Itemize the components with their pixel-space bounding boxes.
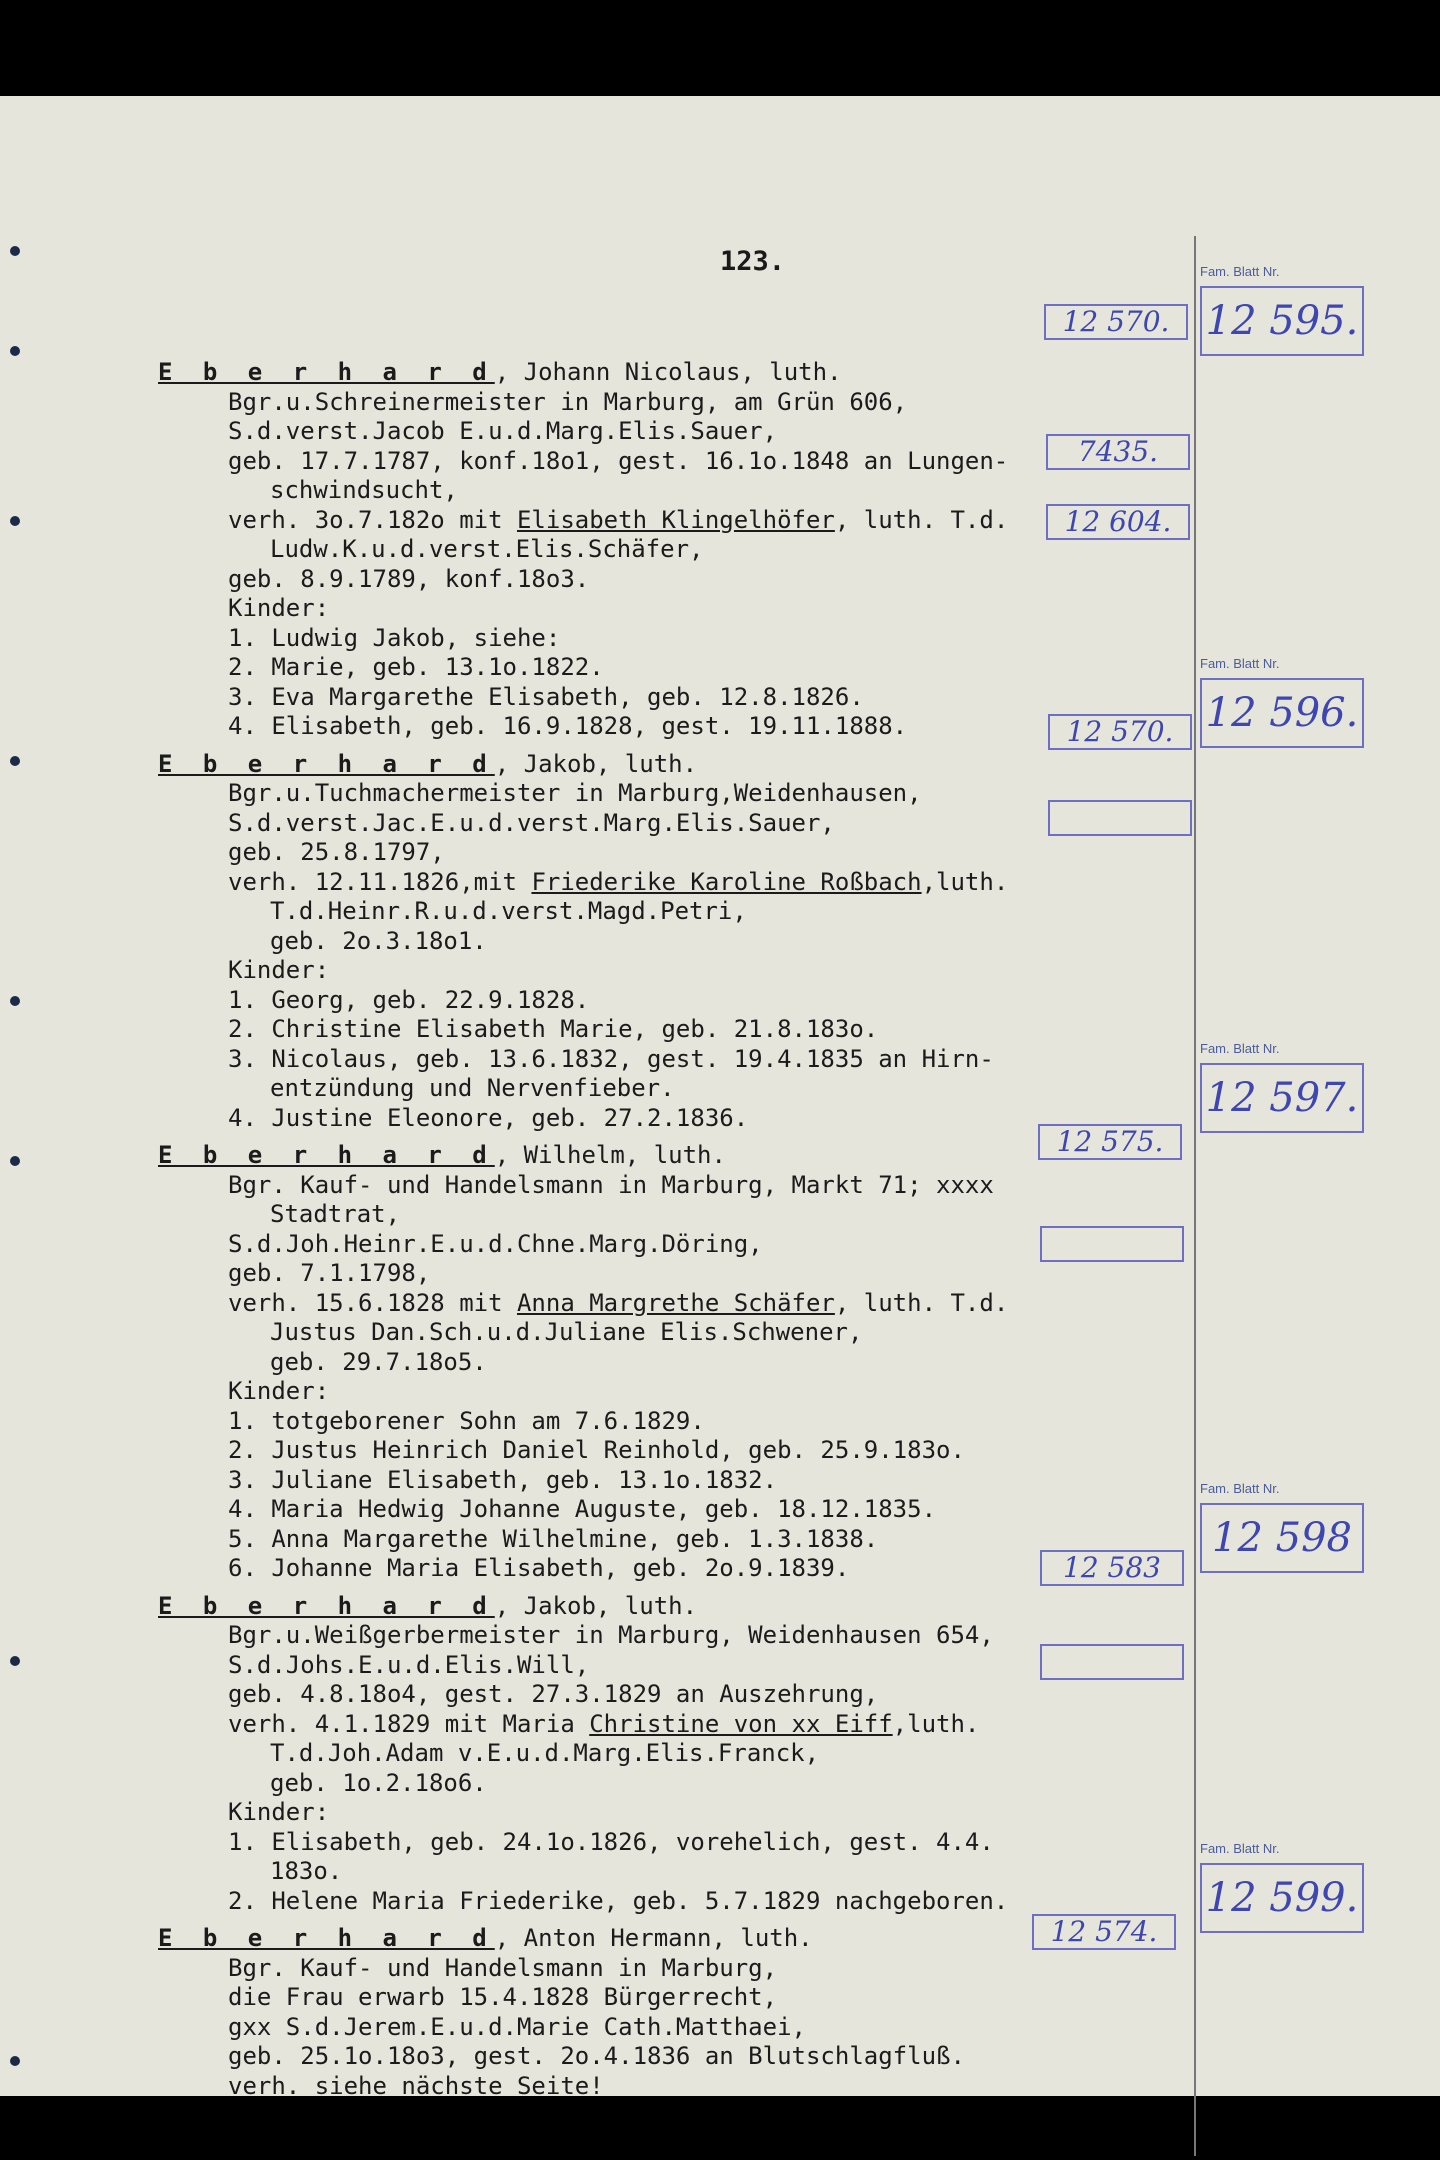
child-line: 2. Justus Heinrich Daniel Reinhold, geb. 25.9.183o. <box>228 1436 965 1464</box>
reference-number: 12 574. <box>1032 1914 1176 1950</box>
surname: E b e r h a r d <box>158 1591 495 1620</box>
binder-hole-icon <box>10 1656 20 1666</box>
register-entry <box>158 1924 1198 2101</box>
entry-line: verh. 12.11.1826,mit <box>228 867 532 896</box>
spouse-name: Anna Margrethe Schäfer <box>516 1288 835 1317</box>
binder-hole-icon <box>10 996 20 1006</box>
child-line: 1. Ludwig Jakob, siehe: <box>228 623 561 652</box>
child-line: 1. Georg, geb. 22.9.1828. <box>228 985 590 1014</box>
entry-line: geb. 25.8.1797, <box>228 838 445 866</box>
reference-number: 12 575. <box>1038 1124 1182 1160</box>
surname: E b e r h a r d <box>158 1924 495 1952</box>
child-line: 1. Elisabeth, geb. 24.1o.1826, vorehelich, gest. 4.4. <box>228 1827 994 1856</box>
entry-line: Kinder: <box>228 594 330 622</box>
register-entry <box>158 750 1198 1134</box>
given-name: , Wilhelm, luth. <box>494 1141 726 1169</box>
entry-line: S.d.Johs.E.u.d.Elis.Will, <box>228 1650 590 1679</box>
binder-hole-icon <box>10 2056 20 2066</box>
child-line: 4. Justine Eleonore, geb. 27.2.1836. <box>228 1103 749 1132</box>
entry-line: geb. 17.7.1787, konf.18o1, gest. 16.1o.1848 an Lungen- <box>228 446 1009 475</box>
child-line: 183o. <box>270 1857 343 1885</box>
fam-number: 12 598 <box>1200 1503 1364 1573</box>
spouse-name: Elisabeth Klingelhöfer <box>516 505 835 534</box>
entry-line: Bgr.u.Tuchmachermeister in Marburg,Weidenhausen, <box>228 779 922 807</box>
entry-line: Kinder: <box>228 1377 330 1405</box>
reference-number: 12 604. <box>1046 504 1190 540</box>
child-line: 3. Juliane Elisabeth, geb. 13.1o.1832. <box>228 1465 778 1494</box>
binder-hole-icon <box>10 346 20 356</box>
fam-label: Fam. Blatt Nr. <box>1200 1481 1280 1496</box>
child-line: 2. Marie, geb. 13.1o.1822. <box>228 653 604 681</box>
child-line: 5. Anna Margarethe Wilhelmine, geb. 1.3.1838. <box>228 1524 879 1553</box>
entry-line: Bgr. Kauf- und Handelsmann in Marburg, <box>228 1953 778 1982</box>
child-line: 3. Eva Margarethe Elisabeth, geb. 12.8.1826. <box>228 682 864 711</box>
fam-blatt-tag <box>1200 264 1370 374</box>
reference-number: 7435. <box>1046 434 1190 470</box>
entry-line: Bgr.u.Weißgerbermeister in Marburg, Weidenhausen 654, <box>228 1621 994 1649</box>
spouse-name: Friederike Karoline Roßbach <box>531 867 922 896</box>
fam-label: Fam. Blatt Nr. <box>1200 656 1280 671</box>
register-entry <box>158 1141 1198 1584</box>
fam-label: Fam. Blatt Nr. <box>1200 1041 1280 1056</box>
child-line: 3. Nicolaus, geb. 13.6.1832, gest. 19.4.1835 an Hirn- <box>228 1044 994 1073</box>
surname: E b e r h a r d <box>158 1141 495 1169</box>
fam-number: 12 599. <box>1200 1863 1364 1933</box>
binder-hole-icon <box>10 756 20 766</box>
entry-line: S.d.verst.Jacob E.u.d.Marg.Elis.Sauer, <box>228 417 778 445</box>
child-line: 1. totgeborener Sohn am 7.6.1829. <box>228 1406 705 1435</box>
entry-line: Bgr. Kauf- und Handelsmann in Marburg, Markt 71; xxxx <box>228 1170 994 1199</box>
child-line: 2. Helene Maria Friederike, geb. 5.7.1829 nachgeboren. <box>228 1886 1009 1915</box>
spouse-name: Christine von xx Eiff <box>589 1709 893 1738</box>
entry-line: Stadtrat, <box>270 1200 401 1228</box>
entry-line: geb. 7.1.1798, <box>228 1259 431 1287</box>
entry-line: geb. 2o.3.18o1. <box>270 926 487 955</box>
document-page <box>0 96 1440 2100</box>
entry-line: geb. 1o.2.18o6. <box>270 1768 487 1797</box>
given-name: , Jakob, luth. <box>494 749 698 778</box>
binder-hole-icon <box>10 1156 20 1166</box>
spouse-suffix: ,luth. <box>892 1709 980 1738</box>
child-line: 2. Christine Elisabeth Marie, geb. 21.8.183o. <box>228 1015 879 1043</box>
entry-line: Ludw.K.u.d.verst.Elis.Schäfer, <box>270 535 704 563</box>
entry-line: T.d.Heinr.R.u.d.verst.Magd.Petri, <box>270 897 747 925</box>
entry-line: verh. 3o.7.182o mit <box>228 505 517 534</box>
fam-label: Fam. Blatt Nr. <box>1200 264 1280 279</box>
given-name: , Jakob, luth. <box>494 1591 698 1620</box>
surname: E b e r h a r d <box>158 749 495 778</box>
entry-line: verh. 4.1.1829 mit Maria <box>228 1709 590 1738</box>
fam-label: Fam. Blatt Nr. <box>1200 1841 1280 1856</box>
fam-blatt-tag <box>1200 1041 1370 1151</box>
fam-blatt-tag <box>1200 1481 1370 1591</box>
page-number: 123. <box>720 246 786 277</box>
child-line: 4. Maria Hedwig Johanne Auguste, geb. 18.12.1835. <box>228 1495 937 1523</box>
reference-number: 12 583 <box>1040 1550 1184 1586</box>
entry-line: geb. 29.7.18o5. <box>270 1347 487 1376</box>
child-line: 4. Elisabeth, geb. 16.9.1828, gest. 19.11.1888. <box>228 712 908 740</box>
register-entry <box>158 358 1198 742</box>
fam-number: 12 596. <box>1200 678 1364 748</box>
entry-line: geb. 25.1o.18o3, gest. 2o.4.1836 an Blutschlagfluß. <box>228 2042 965 2070</box>
fam-blatt-tag <box>1200 1841 1370 1951</box>
fam-blatt-tag <box>1200 656 1370 766</box>
reference-number: 12 570. <box>1044 304 1188 340</box>
child-line: 6. Johanne Maria Elisabeth, geb. 2o.9.1839. <box>228 1554 850 1582</box>
entry-line: S.d.Joh.Heinr.E.u.d.Chne.Marg.Döring, <box>228 1229 763 1258</box>
register-entry <box>158 1592 1198 1917</box>
binder-hole-icon <box>10 516 20 526</box>
register-text <box>158 358 1198 2109</box>
entry-line: S.d.verst.Jac.E.u.d.verst.Marg.Elis.Sauer, <box>228 808 835 837</box>
given-name: , Anton Hermann, luth. <box>494 1924 813 1952</box>
entry-line: die Frau erwarb 15.4.1828 Bürgerrecht, <box>228 1983 778 2011</box>
spouse-suffix: ,luth. <box>921 867 1009 896</box>
spouse-suffix: , luth. T.d. <box>834 1288 1009 1317</box>
spouse-suffix: , luth. T.d. <box>834 505 1009 534</box>
entry-line: T.d.Joh.Adam v.E.u.d.Marg.Elis.Franck, <box>270 1739 820 1767</box>
entry-line: geb. 4.8.18o4, gest. 27.3.1829 an Auszehrung, <box>228 1680 879 1708</box>
child-line: entzündung und Nervenfieber. <box>270 1074 675 1102</box>
entry-line: Bgr.u.Schreinermeister in Marburg, am Grün 606, <box>228 387 908 416</box>
entry-line: Kinder: <box>228 956 330 984</box>
entry-line: Kinder: <box>228 1798 330 1826</box>
fam-number: 12 595. <box>1200 286 1364 356</box>
surname: E b e r h a r d <box>158 358 495 386</box>
fam-number: 12 597. <box>1200 1063 1364 1133</box>
binder-hole-icon <box>10 246 20 256</box>
reference-number: 12 570. <box>1048 714 1192 750</box>
entry-line: verh. siehe nächste Seite! <box>228 2071 604 2100</box>
given-name: , Johann Nicolaus, luth. <box>494 358 842 386</box>
entry-line: Justus Dan.Sch.u.d.Juliane Elis.Schwener, <box>270 1318 863 1346</box>
entry-line: gxx S.d.Jerem.E.u.d.Marie Cath.Matthaei, <box>228 2012 806 2041</box>
entry-line: schwindsucht, <box>270 476 458 504</box>
entry-line: verh. 15.6.1828 mit <box>228 1288 517 1317</box>
entry-line: geb. 8.9.1789, konf.18o3. <box>228 564 590 593</box>
